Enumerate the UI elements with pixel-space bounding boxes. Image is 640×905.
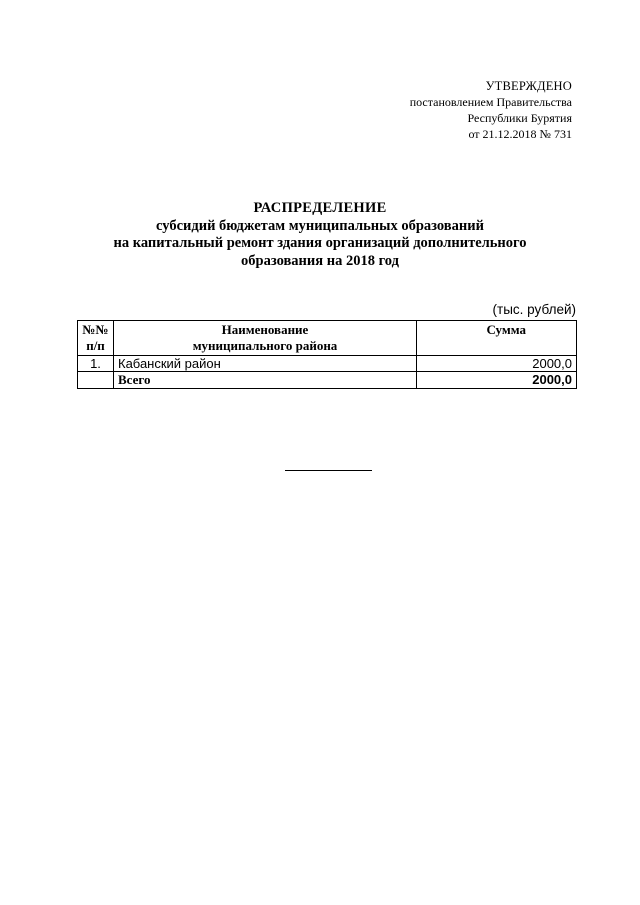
approval-line-2: Республики Бурятия <box>467 111 572 125</box>
header-name <box>114 321 417 356</box>
title-sub-1: субсидий бюджетам муниципальных образований <box>156 217 484 234</box>
table-header-row <box>78 321 577 356</box>
approval-line-1: постановлением Правительства <box>409 95 572 109</box>
header-name-line-1: Наименование <box>221 322 309 337</box>
total-number <box>78 372 114 389</box>
approval-stamp <box>410 78 572 142</box>
header-number <box>78 321 114 356</box>
document-title <box>0 200 640 270</box>
title-sub-3: образования на 2018 год <box>241 252 399 269</box>
total-row <box>78 372 577 389</box>
title-main: РАСПРЕДЕЛЕНИЕ <box>253 200 387 216</box>
units-label: (тыс. рублей) <box>492 302 576 317</box>
row-number: 1. <box>78 356 114 372</box>
table-row <box>78 356 577 372</box>
row-district: Кабанский район <box>114 356 417 372</box>
header-number-line-1: №№ <box>82 322 109 337</box>
header-number-line-2: п/п <box>86 338 105 353</box>
approval-line-3: от 21.12.2018 № 731 <box>468 127 572 141</box>
total-label: Всего <box>114 372 417 389</box>
approved-label: УТВЕРЖДЕНО <box>485 79 572 93</box>
row-sum: 2000,0 <box>417 356 577 372</box>
title-sub-2: на капитальный ремонт здания организаций дополнительного <box>113 235 527 251</box>
total-sum: 2000,0 <box>417 372 577 389</box>
header-name-line-2: муниципального района <box>192 338 338 353</box>
distribution-table <box>77 320 577 389</box>
header-sum: Сумма <box>417 321 577 356</box>
end-divider <box>285 470 372 471</box>
